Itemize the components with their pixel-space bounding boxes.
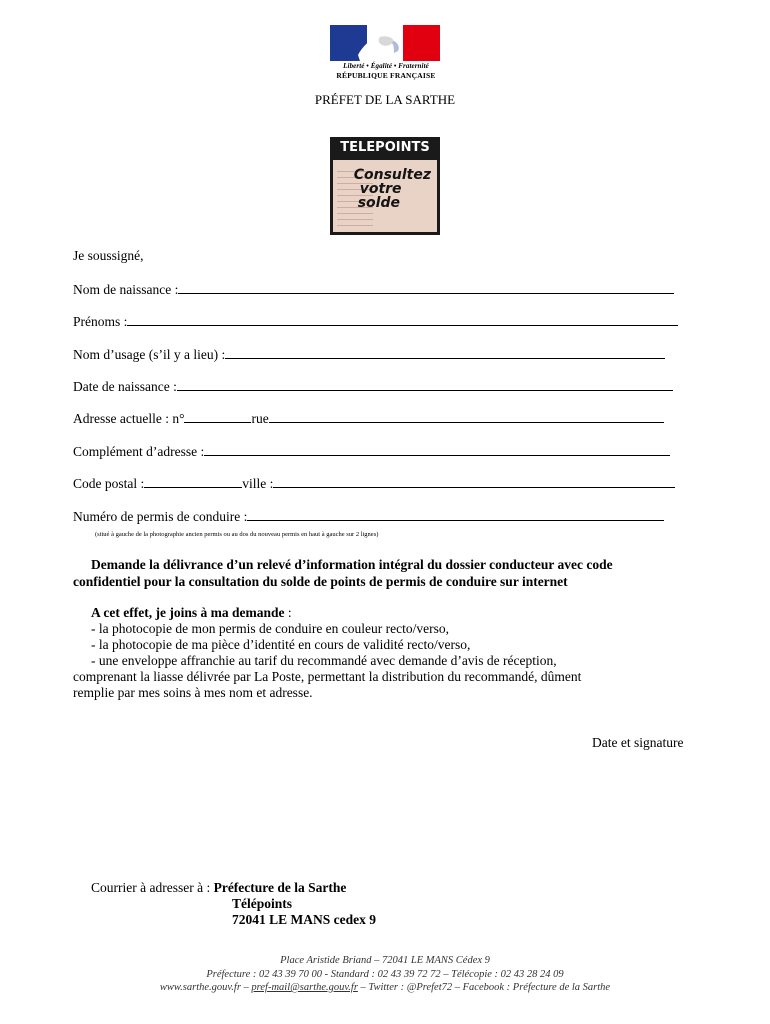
prefet-title: PRÉFET DE LA SARTHE bbox=[314, 92, 456, 107]
nom-usage-line[interactable] bbox=[225, 346, 665, 359]
pieces-item-3: - une enveloppe affranchie au tarif du recommandé avec demande d’avis de réception, bbox=[91, 653, 557, 668]
pieces-jointes bbox=[73, 605, 723, 701]
field-nom-naissance[interactable] bbox=[73, 281, 674, 298]
rue-label: rue bbox=[251, 411, 269, 426]
date-naissance-line[interactable] bbox=[177, 378, 673, 391]
badge-line-1: Consultez bbox=[353, 167, 431, 183]
marianne-flag-icon bbox=[330, 25, 440, 61]
nom-usage-label: Nom d’usage (s’il y a lieu) : bbox=[73, 347, 226, 362]
footer-website: www.sarthe.gouv.fr bbox=[159, 982, 241, 993]
pieces-continuation-2: remplie par mes soins à mes nom et adresse. bbox=[73, 685, 313, 700]
numero-line[interactable] bbox=[184, 410, 251, 423]
republic-name: RÉPUBLIQUE FRANÇAISE bbox=[336, 71, 436, 80]
field-code-ville[interactable] bbox=[73, 475, 675, 492]
date-signature-label: Date et signature bbox=[592, 735, 684, 750]
telepoints-badge-text bbox=[354, 168, 431, 210]
numero-permis-line[interactable] bbox=[247, 508, 664, 521]
republic-motto: Liberté • Égalité • Fraternité bbox=[343, 62, 429, 70]
prenoms-line[interactable] bbox=[127, 313, 678, 326]
footer-address: Place Aristide Briand – 72041 LE MANS Cédex 9 bbox=[280, 955, 490, 966]
footer-social: – Twitter : @Prefet72 – Facebook : Préfecture de la Sarthe bbox=[357, 982, 611, 993]
nom-naissance-label: Nom de naissance : bbox=[73, 282, 179, 297]
courrier-line-3: 72041 LE MANS cedex 9 bbox=[232, 912, 376, 927]
date-naissance-label: Date de naissance : bbox=[73, 379, 177, 394]
pieces-continuation-1: comprenant la liasse délivrée par La Poste, permettant la distribution du recommandé, dûment bbox=[73, 669, 582, 684]
prenoms-label: Prénoms : bbox=[73, 314, 128, 329]
complement-label: Complément d’adresse : bbox=[73, 444, 205, 459]
field-numero-permis[interactable] bbox=[73, 508, 664, 525]
republic-logo bbox=[330, 25, 442, 85]
badge-line-2: votre bbox=[359, 181, 402, 197]
demande-paragraph bbox=[73, 556, 713, 590]
footer-links bbox=[0, 982, 770, 993]
numero-permis-label: Numéro de permis de conduire : bbox=[73, 509, 248, 524]
footer-email-link[interactable]: pref-mail@sarthe.gouv.fr bbox=[251, 982, 358, 993]
code-postal-label: Code postal : bbox=[73, 476, 145, 491]
field-nom-usage[interactable] bbox=[73, 346, 665, 363]
footer-phones: Préfecture : 02 43 39 70 00 - Standard : 02 43 39 72 72 – Télécopie : 02 43 28 24 09 bbox=[206, 969, 564, 980]
courrier-block bbox=[91, 880, 376, 928]
ville-label: ville : bbox=[242, 476, 274, 491]
complement-line[interactable] bbox=[204, 443, 670, 456]
courrier-line-2: Télépoints bbox=[232, 896, 293, 911]
telepoints-badge-title: TELEPOINTS bbox=[340, 140, 430, 155]
courrier-line-1: Préfecture de la Sarthe bbox=[213, 880, 347, 895]
field-complement[interactable] bbox=[73, 443, 670, 460]
pieces-heading: A cet effet, je joins à ma demande bbox=[91, 605, 285, 620]
demande-line-2: confidentiel pour la consultation du solde de points de permis de conduire sur internet bbox=[73, 574, 568, 589]
code-postal-line[interactable] bbox=[144, 475, 242, 488]
courrier-row-1 bbox=[91, 880, 376, 896]
demande-line-1: Demande la délivrance d’un relevé d’information intégral du dossier conducteur avec code bbox=[91, 557, 613, 572]
pieces-heading-suffix: : bbox=[284, 605, 292, 620]
ville-line[interactable] bbox=[273, 475, 675, 488]
pieces-item-1: - la photocopie de mon permis de conduire en couleur recto/verso, bbox=[91, 621, 450, 636]
field-adresse[interactable] bbox=[73, 410, 664, 427]
nom-naissance-line[interactable] bbox=[178, 281, 674, 294]
courrier-label: Courrier à adresser à : bbox=[91, 880, 211, 895]
footer-sep: – bbox=[240, 982, 252, 993]
field-date-naissance[interactable] bbox=[73, 378, 673, 395]
permis-note: (situé à gauche de la photographie ancien permis ou au dos du nouveau permis en haut à gauche sur 2 lignes) bbox=[95, 531, 379, 538]
pieces-heading-row bbox=[73, 605, 723, 621]
intro-text: Je soussigné, bbox=[73, 248, 144, 263]
badge-line-3: solde bbox=[357, 195, 400, 211]
rue-line[interactable] bbox=[269, 410, 664, 423]
telepoints-badge bbox=[330, 137, 440, 235]
adresse-label: Adresse actuelle : n° bbox=[73, 411, 185, 426]
license-card-image bbox=[333, 160, 437, 232]
field-prenoms[interactable] bbox=[73, 313, 678, 330]
pieces-item-2: - la photocopie de ma pièce d’identité en cours de validité recto/verso, bbox=[91, 637, 471, 652]
